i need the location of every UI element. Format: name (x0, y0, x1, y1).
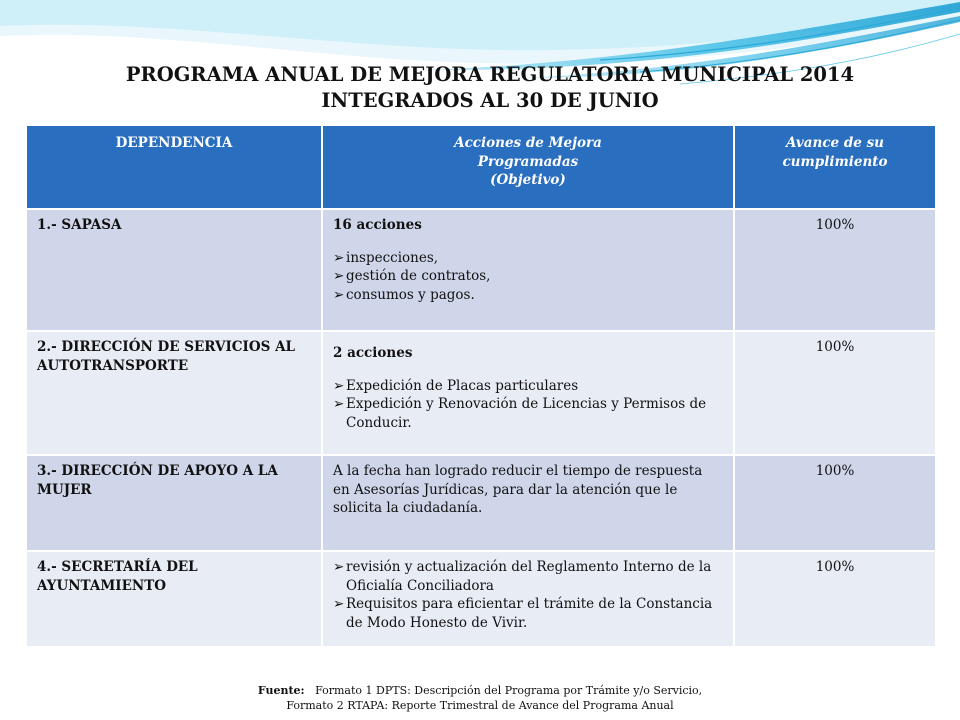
header-acciones: Acciones de Mejora Programadas (Objetivo) (322, 125, 734, 209)
page-title (60, 62, 920, 114)
row1-avance: 100% (734, 209, 936, 331)
list-item: ➢ inspecciones, (333, 249, 439, 266)
row2-dependencia: 2.- DIRECCIÓN DE SERVICIOS AL AUTOTRANSPORTE (26, 331, 322, 455)
arrow-bullet-icon: ➢ (333, 268, 345, 284)
list-item: ➢ Requisitos para eficientar el trámite de la Constancia de Modo Honesto de Vivir. (333, 596, 713, 631)
arrow-bullet-icon: ➢ (333, 249, 345, 266)
arrow-bullet-icon: ➢ (333, 377, 345, 394)
arrow-bullet-icon: ➢ (333, 596, 345, 612)
list-item: ➢ revisión y actualización del Reglamento Interno de la Oficialía Conciliadora (333, 559, 712, 594)
arrow-bullet-icon: ➢ (333, 396, 345, 412)
header-dependencia: DEPENDENCIA (26, 125, 322, 209)
footnote-line-2: Formato 2 RTAPA: Reporte Trimestral de Avance del Programa Anual (286, 699, 674, 712)
arrow-bullet-icon: ➢ (333, 559, 345, 575)
row1-dependencia: 1.- SAPASA (26, 209, 322, 331)
row4-dependencia: 4.- SECRETARÍA DEL AYUNTAMIENTO (26, 551, 322, 647)
header-avance: Avance de su cumplimiento (734, 125, 936, 209)
title-line-2: INTEGRADOS AL 30 DE JUNIO (321, 89, 659, 112)
row2-acciones: 2 acciones ➢ Expedición de Placas particulares ➢ Expedición y Renovación de Licencias y Permisos de Conducir. (322, 331, 734, 455)
footnote-line-1: Formato 1 DPTS: Descripción del Programa por Trámite y/o Servicio, (315, 684, 703, 697)
row3-dependencia: 3.- DIRECCIÓN DE APOYO A LA MUJER (26, 455, 322, 551)
program-table (25, 124, 937, 648)
table-row (26, 209, 936, 331)
table-header-row (26, 125, 936, 209)
list-item: ➢ gestión de contratos, (333, 268, 491, 284)
row3-avance: 100% (734, 455, 936, 551)
source-footnote (200, 683, 760, 713)
footnote-label: Fuente: (257, 684, 305, 697)
list-item: ➢ consumos y pagos. (333, 286, 475, 303)
table-row (26, 455, 936, 551)
row1-acciones: 16 acciones ➢ inspecciones, ➢ gestión de contratos, ➢ consumos y pagos. (322, 209, 734, 331)
row2-avance: 100% (734, 331, 936, 455)
list-item: ➢ Expedición y Renovación de Licencias y Permisos de Conducir. (333, 396, 707, 431)
row3-acciones: A la fecha han logrado reducir el tiempo de respuesta en Asesorías Jurídicas, para dar la atención que le solicita la ciudadanía. (322, 455, 734, 551)
table-row (26, 551, 936, 647)
arrow-bullet-icon: ➢ (333, 286, 345, 303)
row4-acciones (322, 551, 734, 647)
title-line-1: PROGRAMA ANUAL DE MEJORA REGULATORIA MUNICIPAL 2014 (125, 63, 855, 86)
list-item: ➢ Expedición de Placas particulares (333, 377, 579, 394)
row4-avance: 100% (734, 551, 936, 647)
table-row (26, 331, 936, 455)
